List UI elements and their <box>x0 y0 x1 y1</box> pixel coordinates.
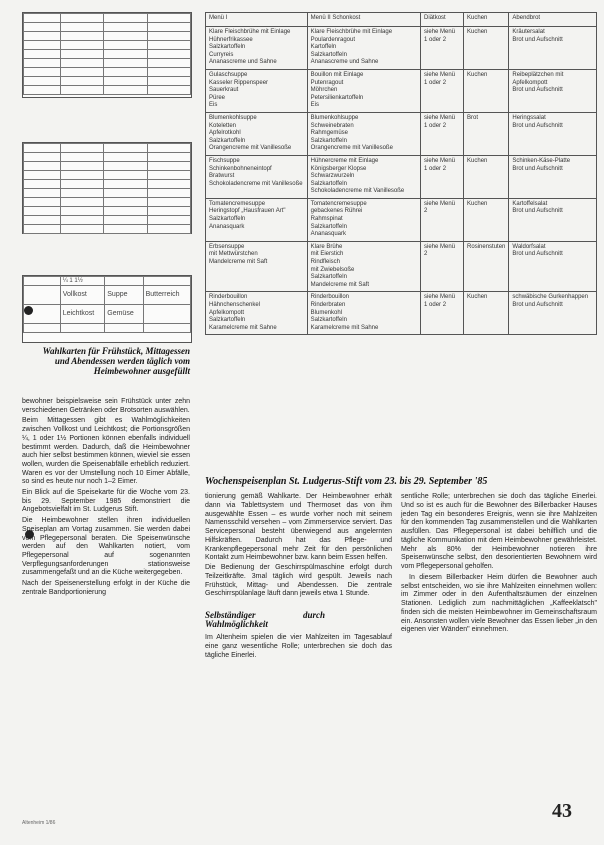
header-diet: Diätkost <box>421 13 464 27</box>
meal-card-grid <box>23 143 191 234</box>
menu-row <box>206 241 597 292</box>
menu-cell: Rinderbouillon Rinderbraten Blumenkohl Salzkartoffeln Karamelcreme mit Sahne <box>307 292 420 335</box>
menu-row <box>206 198 597 241</box>
footer-note: Altenheim 1/86 <box>22 820 56 826</box>
paragraph: Beim Mittagessen gibt es Wahlmöglichkeiten zwischen Vollkost und Leichtkost; die Portionsgrößen ¼, 1 oder 1½ Portionen können ebenfalls individuell bestimmt werden. Dadurch, daß die Heimbewohner auch hier selbst bestimmen können, wieviel sie essen wollen, wurden die Speisenabfälle erheblich reduziert. Waren es vor der Umstellung noch 10 Eimer Abfälle, so sind es heute nur noch 1–2 Eimer. <box>22 417 190 486</box>
header-menu-2: Menü II Schonkost <box>307 13 420 27</box>
menu-cell: Klare Fleischbrühe mit Einlage Poulardenragout Kartoffeln Salzkartoffeln Ananascreme und Sahne <box>307 27 420 70</box>
menu-cell: Kuchen <box>464 69 509 112</box>
section-heading: Selbständiger durch Wahlmöglichkeit <box>205 610 325 629</box>
menu-cell: Erbsensuppe mit Mettwürstchen Mandelcreme mit Saft <box>206 241 308 292</box>
weekly-menu-table <box>205 12 597 335</box>
menu-cell: siehe Menü 1 oder 2 <box>421 155 464 198</box>
menu-cell: Bouillon mit Einlage Putenragout Möhrchen Petersilienkartoffeln Eis <box>307 69 420 112</box>
menu-cell: Rosinenstuten <box>464 241 509 292</box>
meal-card-portion <box>22 275 192 343</box>
cell-suppe: Suppe <box>105 286 143 305</box>
menu-cell: siehe Menü 1 oder 2 <box>421 27 464 70</box>
menu-body <box>206 27 597 335</box>
menu-row <box>206 112 597 155</box>
header-supper: Abendbrot <box>509 13 597 27</box>
meal-card-lunch <box>22 142 192 234</box>
menu-cell: Kuchen <box>464 292 509 335</box>
image-caption: Wahlkarten für Frühstück, Mittagessen und Abendessen werden täglich vom Heimbewohner ausgefüllt <box>42 346 190 376</box>
menu-cell: Kuchen <box>464 155 509 198</box>
cell-vollkost: Vollkost <box>60 286 105 305</box>
right-column-text <box>401 493 597 635</box>
menu-cell: Waldorfsalat Brot und Aufschnitt <box>509 241 597 292</box>
header-cake: Kuchen <box>464 13 509 27</box>
menu-cell: siehe Menü 1 oder 2 <box>421 112 464 155</box>
menu-cell: siehe Menü 1 oder 2 <box>421 292 464 335</box>
menu-cell: Kartoffelsalat Brot und Aufschnitt <box>509 198 597 241</box>
meal-card-breakfast <box>22 12 192 98</box>
menu-cell: Rinderbouillon Hähnchenschenkel Apfelkompott Salzkartoffeln Karamelcreme mit Sahne <box>206 292 308 335</box>
menu-cell: siehe Menü 1 oder 2 <box>421 69 464 112</box>
menu-row <box>206 69 597 112</box>
menu-cell: Klare Fleischbrühe mit Einlage Hühnerfrikassee Salzkartoffeln Curryreis Ananascreme und Sahne <box>206 27 308 70</box>
menu-cell: Kuchen <box>464 27 509 70</box>
paragraph: Nach der Speisenerstellung erfolgt in der Küche die zentrale Bandportionierung <box>22 580 190 596</box>
menu-cell: Heringssalat Brot und Aufschnitt <box>509 112 597 155</box>
portion-grid <box>23 276 191 333</box>
binder-hole-icon <box>24 306 33 315</box>
paragraph: sentliche Rolle; unterbrechen sie doch das tägliche Einerlei. Und so ist es auch für die Bewohner des Billerbacker Hauses jeden Tag ein besonderes Ereignis, wenn sie ihre Mahlzeiten für den kommenden Tag zusammenstellen und die Wahlkarten ausfüllen. Das Pflegepersonal ist dabei behilflich und die tägliche Kommunikation mit dem Heimbewohner gewährleistet. Mehr als 80% der Heimbewohner notieren ihre Speisenwünsche selbst, den desorientierten Bewohnern wird vom Pflegepersonal geholfen. <box>401 493 597 570</box>
paragraph: tionierung gemäß Wahlkarte. Der Heimbewohner erhält dann via Tablettsystem und Thermoset das von ihm ausgewählte Essen – es wurde vorher noch mit seinem Namensschild versehen – vom Zimmerservice serviert. Das Servicepersonal besteht überwiegend aus angelernten Hilfskräften. Dadurch hat das Pflege- und Krankenpflegepersonal mehr Zeit für den persönlichen Kontakt zum Heimbewohner bzw. kann beim Essen helfen. <box>205 493 392 562</box>
paragraph: bewohner beispielsweise sein Frühstück unter zehn verschiedenen Getränken oder Brotsorten auswählen. <box>22 398 190 414</box>
menu-cell: Fischsuppe Schinkenbohneneintopf Bratwurst Schokoladencreme mit Vanillesoße <box>206 155 308 198</box>
menu-cell: Kuchen <box>464 198 509 241</box>
menu-cell: Schinken-Käse-Platte Brot und Aufschnitt <box>509 155 597 198</box>
menu-header-row <box>206 13 597 27</box>
menu-cell: Brot <box>464 112 509 155</box>
paragraph: Die Heimbewohner stellen ihren individuellen Speiseplan am Vortag zusammen. Sie werden dabei vom Pflegepersonal beraten. Die Speisenwünsche werden auf den Wahlkarten notiert, vom Pflegepersonal auf sogenannten Verpflegungsanforderungen stationsweise zusammengefaßt und an die Küche weitergegeben. <box>22 517 190 577</box>
menu-row <box>206 155 597 198</box>
paragraph: In diesem Billerbacker Heim dürfen die Bewohner auch selbst entscheiden, wo sie ihre Mahlzeiten einnehmen wollen: im Zimmer oder in den Aufenthaltsräumen der einzelnen Stationen. Lediglich zum nachmittäglichen „Kaffeeklatsch" finden sich die meisten Heimbewohner im Gemeinschaftsraum ein. Ansonsten wollen viele Bewohner das Essen lieber „in den eigenen vier Wänden" einnehmen. <box>401 573 597 634</box>
menu-caption: Wochenspeisenplan St. Ludgerus-Stift vom 23. bis 29. September '85 <box>205 476 488 487</box>
menu-cell: Gulaschsuppe Kasseler Rippenspeer Sauerkraut Püree Eis <box>206 69 308 112</box>
meal-card-grid <box>23 13 191 95</box>
menu-cell: Tomatencremesuppe gebackenes Rührei Rahmspinat Salzkartoffeln Ananasquark <box>307 198 420 241</box>
menu-cell: Kräutersalat Brot und Aufschnitt <box>509 27 597 70</box>
menu-cell: Reibeplätzchen mit Apfelkompott Brot und Aufschnitt <box>509 69 597 112</box>
menu-cell: siehe Menü 2 <box>421 241 464 292</box>
menu-cell: siehe Menü 2 <box>421 198 464 241</box>
menu-cell: Blumenkohlsuppe Schweinebraten Rahmgemüse Salzkartoffeln Orangencreme mit Vanillesoße <box>307 112 420 155</box>
menu-cell: schwäbische Gurkenhappen Brot und Aufschnitt <box>509 292 597 335</box>
cell-leichtkost: Leichtkost <box>60 305 105 324</box>
left-column-text <box>22 398 190 599</box>
menu-row <box>206 27 597 70</box>
cell-butterreich: Butterreich <box>143 286 190 305</box>
menu-cell: Tomatencremesuppe Heringstopf „Hausfrauen Art" Salzkartoffeln Ananasquark <box>206 198 308 241</box>
paragraph: Die Bedienung der Geschirrspülmaschine erfolgt durch Teilzeitkräfte. 3mal täglich wird gespült. Jeweils nach Frühstück, Mittag- und Abendessen. Die zentrale Geschirrspülanlage läuft dann jeweils etwa 1 Stunde. <box>205 564 392 598</box>
header-menu-1: Menü I <box>206 13 308 27</box>
menu-cell: Hühnercreme mit Einlage Königsberger Klopse Schwarzwurzeln Salzkartoffeln Schokoladencreme mit Vanillesoße <box>307 155 420 198</box>
middle-column-text <box>205 493 392 660</box>
paragraph: Im Altenheim spielen die vier Mahlzeiten im Tagesablauf eine ganz wesentliche Rolle; unterbrechen sie doch das tägliche Einerlei. <box>205 634 392 659</box>
portion-value: ¼ 1 1½ <box>60 277 105 286</box>
cell-gemuese: Gemüse <box>105 305 143 324</box>
menu-row <box>206 292 597 335</box>
paragraph: Ein Blick auf die Speisekarte für die Woche vom 23. bis 29. September 1985 demonstriert die Angebotsvielfalt im St. Ludgerus Stift. <box>22 489 190 514</box>
menu-cell: Blumenkohlsuppe Koteletten Apfelrotkohl Salzkartoffeln Orangencreme mit Vanillesoße <box>206 112 308 155</box>
menu-cell: Klare Brühe mit Eierstich Rindfleisch mit Zwiebelsoße Salzkartoffeln Mandelcreme mit Saft <box>307 241 420 292</box>
page-number: 43 <box>552 800 572 822</box>
